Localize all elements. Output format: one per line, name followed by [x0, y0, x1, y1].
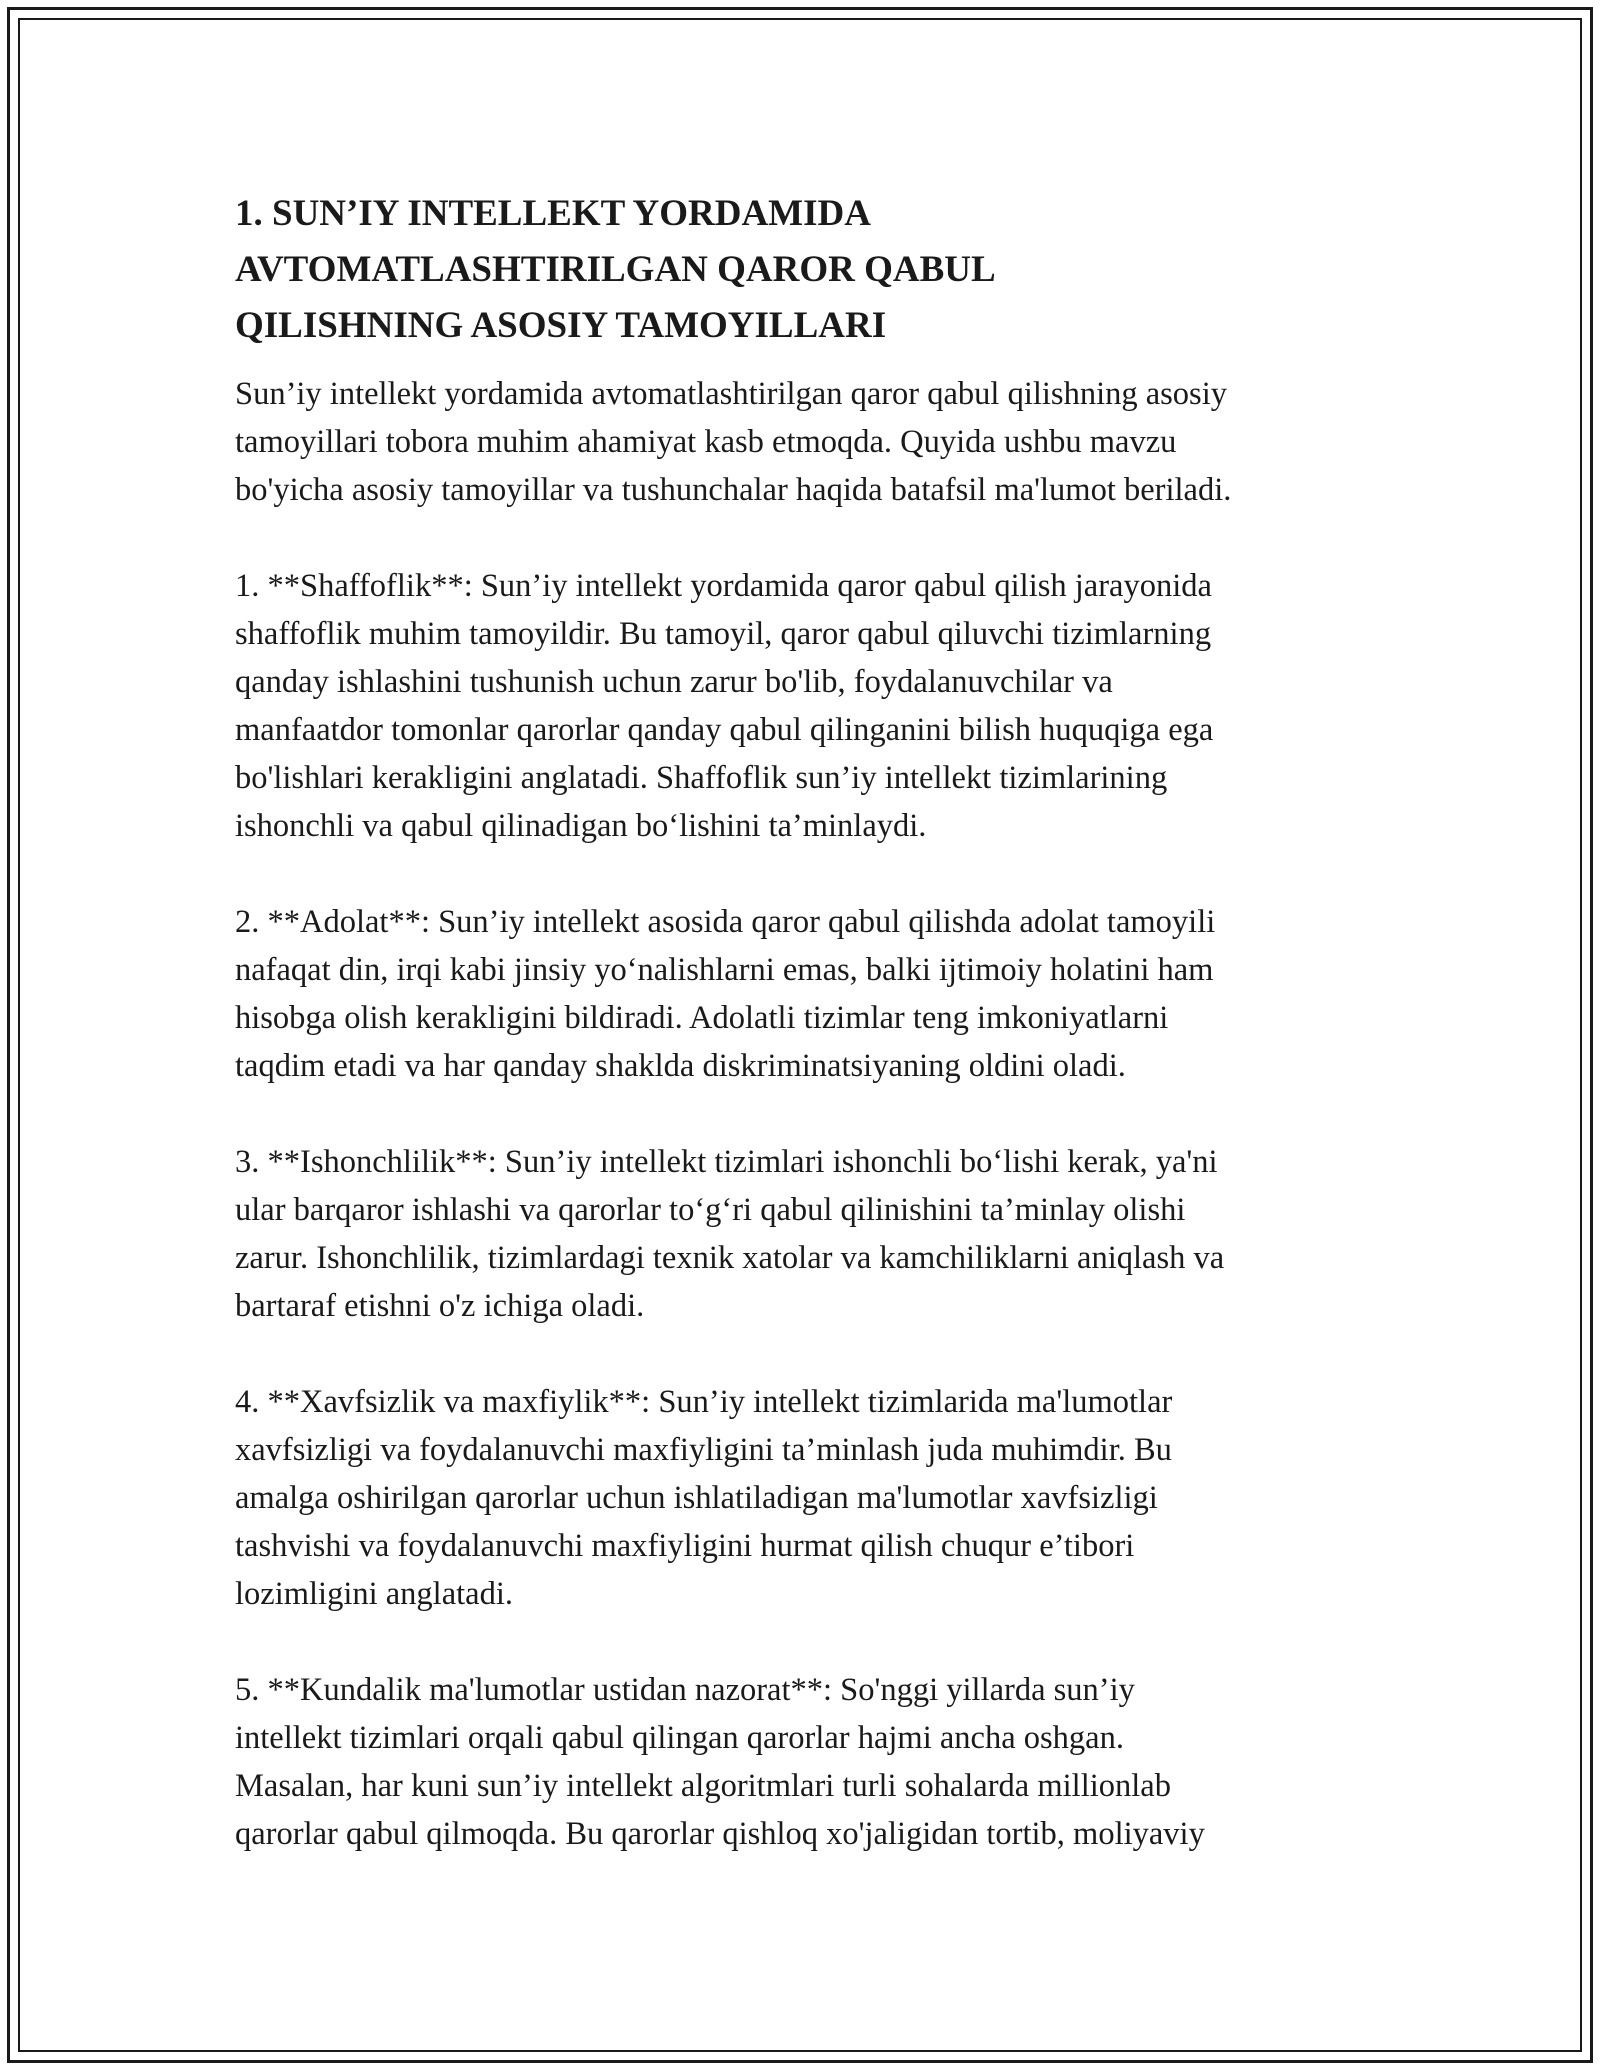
paragraph-line: 2. **Adolat**: Sun’iy intellekt asosida qaror qabul qilishda adolat tamoyili — [235, 904, 1216, 940]
principle-fairness-paragraph — [235, 898, 1370, 1090]
paragraph-line: manfaatdor tomonlar qarorlar qanday qabul qilinganini bilish huquqiga ega — [235, 712, 1214, 748]
paragraph-line: 3. **Ishonchlilik**: Sun’iy intellekt tizimlari ishonchli bo‘lishi kerak, ya'ni — [235, 1144, 1218, 1180]
paragraph-line: qanday ishlashini tushunish uchun zarur bo'lib, foydalanuvchilar va — [235, 664, 1113, 700]
paragraph-line: intellekt tizimlari orqali qabul qilingan qarorlar hajmi ancha oshgan. — [235, 1720, 1124, 1756]
paragraph-line: bo'yicha asosiy tamoyillar va tushunchalar haqida batafsil ma'lumot beriladi. — [235, 472, 1232, 508]
principle-security-privacy-paragraph — [235, 1378, 1370, 1618]
paragraph-line: ular barqaror ishlashi va qarorlar to‘g‘ri qabul qilinishini ta’minlay olishi — [235, 1192, 1186, 1228]
paragraph-line: zarur. Ishonchlilik, tizimlardagi texnik xatolar va kamchiliklarni aniqlash va — [235, 1240, 1225, 1276]
paragraph-line: amalga oshirilgan qarorlar uchun ishlatiladigan ma'lumotlar xavfsizligi — [235, 1480, 1158, 1516]
heading-line: AVTOMATLASHTIRILGAN QAROR QABUL — [235, 249, 996, 290]
principle-transparency-paragraph — [235, 562, 1370, 850]
section-heading — [235, 186, 1370, 354]
paragraph-line: shaffoflik muhim tamoyildir. Bu tamoyil, qaror qabul qiluvchi tizimlarning — [235, 616, 1212, 652]
paragraph-line: Sun’iy intellekt yordamida avtomatlashtirilgan qaror qabul qilishning asosiy — [235, 376, 1227, 412]
paragraph-line: Masalan, har kuni sun’iy intellekt algoritmlari turli sohalarda millionlab — [235, 1768, 1171, 1804]
paragraph-line: bo'lishlari kerakligini anglatadi. Shaffoflik sun’iy intellekt tizimlarining — [235, 760, 1168, 796]
paragraph-line: hisobga olish kerakligini bildiradi. Adolatli tizimlar teng imkoniyatlarni — [235, 1000, 1169, 1036]
paragraph-line: bartaraf etishni o'z ichiga oladi. — [235, 1288, 645, 1324]
paragraph-line: tamoyillari tobora muhim ahamiyat kasb etmoqda. Quyida ushbu mavzu — [235, 424, 1177, 460]
paragraph-line: 4. **Xavfsizlik va maxfiylik**: Sun’iy intellekt tizimlarida ma'lumotlar — [235, 1384, 1173, 1420]
intro-paragraph — [235, 370, 1370, 514]
paragraph-line: ishonchli va qabul qilinadigan bo‘lishini ta’minlaydi. — [235, 808, 927, 844]
paragraph-line: taqdim etadi va har qanday shaklda diskriminatsiyaning oldini oladi. — [235, 1048, 1126, 1084]
paragraph-line: 5. **Kundalik ma'lumotlar ustidan nazorat**: So'nggi yillarda sun’iy — [235, 1672, 1135, 1708]
paragraph-line: nafaqat din, irqi kabi jinsiy yo‘nalishlarni emas, balki ijtimoiy holatini ham — [235, 952, 1214, 988]
document-body — [235, 186, 1370, 1906]
paragraph-line: qarorlar qabul qilmoqda. Bu qarorlar qishloq xo'jaligidan tortib, moliyaviy — [235, 1816, 1205, 1852]
heading-line: 1. SUN’IY INTELLEKT YORDAMIDA — [235, 193, 871, 234]
principle-daily-data-control-paragraph — [235, 1666, 1370, 1858]
paragraph-line: lozimligini anglatadi. — [235, 1576, 513, 1612]
principle-reliability-paragraph — [235, 1138, 1370, 1330]
paragraph-line: xavfsizligi va foydalanuvchi maxfiyligini ta’minlash juda muhimdir. Bu — [235, 1432, 1172, 1468]
paragraph-line: tashvishi va foydalanuvchi maxfiyligini hurmat qilish chuqur e’tibori — [235, 1528, 1135, 1564]
paragraph-line: 1. **Shaffoflik**: Sun’iy intellekt yordamida qaror qabul qilish jarayonida — [235, 568, 1212, 604]
heading-line: QILISHNING ASOSIY TAMOYILLARI — [235, 305, 887, 346]
